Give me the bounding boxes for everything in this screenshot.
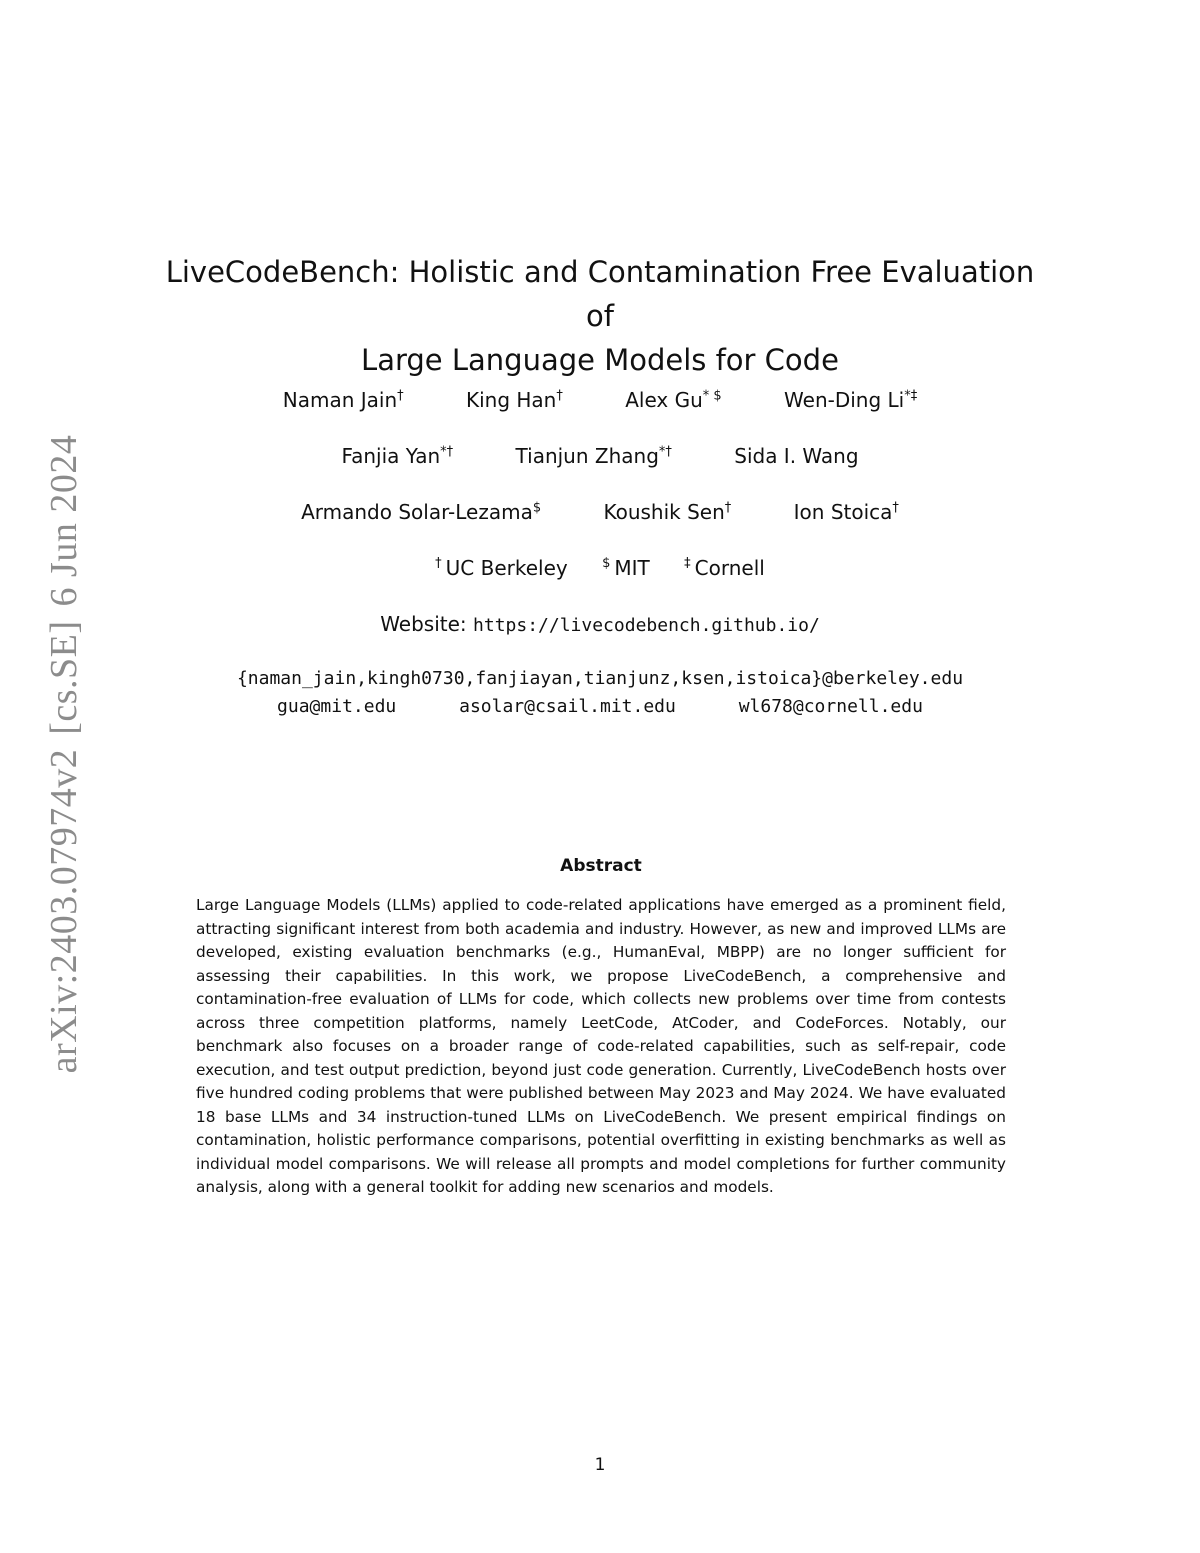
author-name: Fanjia Yan <box>341 444 441 468</box>
author <box>283 388 404 412</box>
author-name: Armando Solar-Lezama <box>301 500 533 524</box>
author <box>784 388 917 412</box>
page-number: 1 <box>594 1455 606 1475</box>
abstract-body: Large Language Models (LLMs) applied to code-related applications have emerged as a prominent field, attracting significant interest from both academia and industry. However, as new and improved LLMs are developed, existing evaluation benchmarks (e.g., HumanEval, MBPP) are no longer sufficient for assessing their capabilities. In this work, we propose LiveCodeBench, a comprehensive and contamination-free evaluation of LLMs for code, which collects new problems over time from contests across three competition platforms, namely LeetCode, AtCoder, and CodeForces. Notably, our benchmark also focuses on a broader range of code-related capabilities, such as self-repair, code execution, and test output prediction, beyond just code generation. Currently, LiveCodeBench hosts over five hundred coding problems that were published between May 2023 and May 2024. We have evaluated 18 base LLMs and 34 instruction-tuned LLMs on LiveCodeBench. We present empirical findings on contamination, holistic performance comparisons, potential overfitting in existing benchmarks as well as individual model comparisons. We will release all prompts and model completions for further community analysis, along with a general toolkit for adding new scenarios and models. <box>196 896 1006 1196</box>
email-csail[interactable]: asolar@csail.mit.edu <box>459 696 676 717</box>
affiliation-mark: ‡ <box>684 556 691 572</box>
author-mark: * $ <box>702 388 722 404</box>
website-label: Website: <box>380 612 467 636</box>
title-line-1: LiveCodeBench: Holistic and Contamination Free Evaluation of <box>165 255 1035 333</box>
affiliations <box>150 556 1050 580</box>
paper-title <box>150 250 1050 382</box>
author <box>794 500 899 524</box>
affiliation <box>435 556 568 580</box>
affiliation <box>602 556 650 580</box>
arxiv-category: [cs.SE] <box>43 620 85 735</box>
affiliation-name: Cornell <box>694 556 765 580</box>
author-row-3 <box>150 500 1050 524</box>
affiliation-name: UC Berkeley <box>445 556 568 580</box>
author-mark: *† <box>440 444 454 460</box>
author-row-1 <box>150 388 1050 412</box>
email-line-berkeley[interactable]: {naman_jain,kingh0730,fanjiayan,tianjunz,ksen,istoica}@berkeley.edu <box>236 668 964 689</box>
author-name: Alex Gu <box>625 388 703 412</box>
author-name: Ion Stoica <box>793 500 893 524</box>
author-name: Wen-Ding Li <box>784 388 905 412</box>
affiliation <box>684 556 765 580</box>
author <box>734 444 858 468</box>
author-name: Tianjun Zhang <box>515 444 659 468</box>
website-line <box>150 612 1050 636</box>
affiliation-mark: $ <box>602 556 611 572</box>
author <box>301 500 541 524</box>
email-mit[interactable]: gua@mit.edu <box>277 696 397 717</box>
arxiv-id: arXiv:2403.07974v2 <box>43 748 85 1074</box>
author-mark: † <box>397 388 404 404</box>
author-name: King Han <box>465 388 557 412</box>
author-mark: *† <box>658 444 672 460</box>
affiliation-mark: † <box>435 556 442 572</box>
author <box>625 388 721 412</box>
author-name: Naman Jain <box>282 388 398 412</box>
arxiv-date: 6 Jun 2024 <box>43 434 85 607</box>
website-link[interactable]: https://livecodebench.github.io/ <box>473 615 820 636</box>
author-mark: † <box>556 388 563 404</box>
author <box>516 444 672 468</box>
author-name: Koushik Sen <box>603 500 725 524</box>
author-row-2 <box>150 444 1050 468</box>
author <box>466 388 563 412</box>
arxiv-stamp <box>42 421 86 1074</box>
title-line-2: Large Language Models for Code <box>361 343 839 377</box>
author-mark: $ <box>532 500 542 516</box>
abstract-heading: Abstract <box>560 856 642 876</box>
author-name: Sida I. Wang <box>734 444 859 468</box>
email-cornell[interactable]: wl678@cornell.edu <box>738 696 923 717</box>
affiliation-name: MIT <box>614 556 650 580</box>
author-mark: *‡ <box>904 388 918 404</box>
author <box>341 444 453 468</box>
email-line-2 <box>100 696 1100 717</box>
author <box>603 500 731 524</box>
author-mark: † <box>724 500 732 516</box>
author-mark: † <box>892 500 899 516</box>
